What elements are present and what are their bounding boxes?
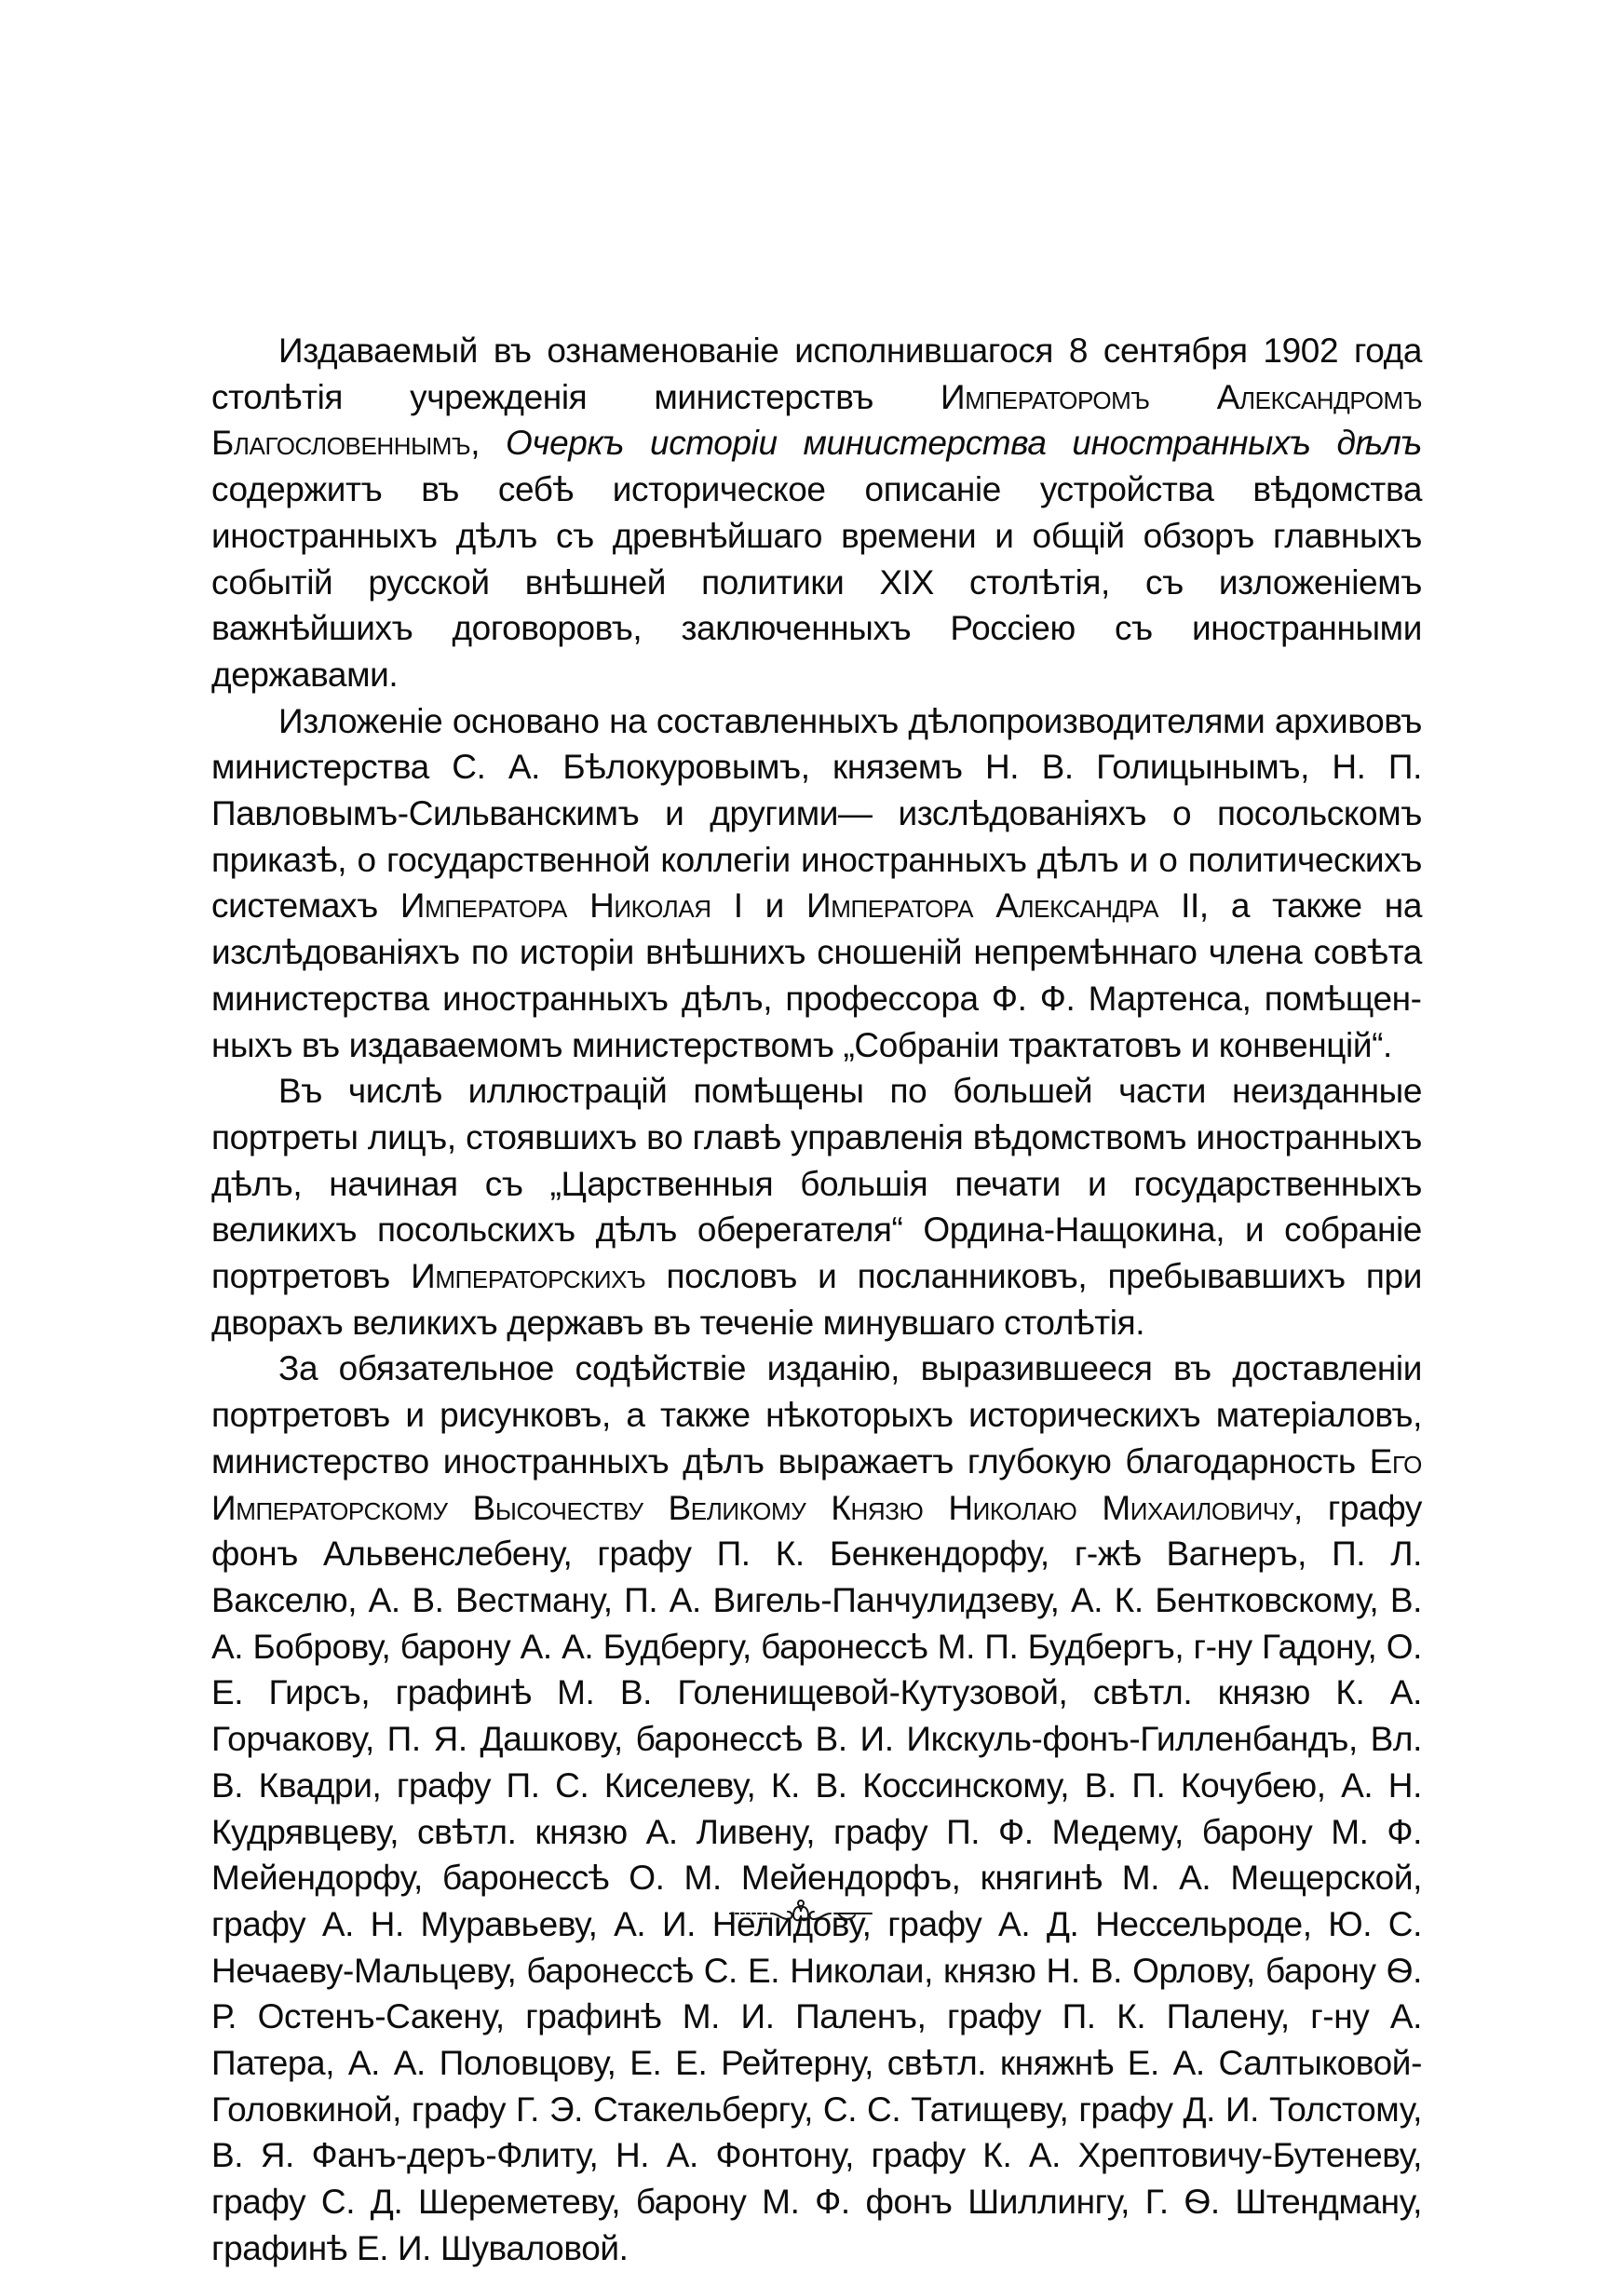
paragraph-1 bbox=[211, 328, 1422, 698]
paragraph-4 bbox=[211, 1346, 1422, 2271]
run: Его Императорскому Высочеству Великому Князю Николаю Михаиловичу bbox=[211, 1441, 1422, 1527]
run: I и bbox=[710, 886, 807, 926]
preface-text bbox=[211, 328, 1422, 2272]
run: , bbox=[470, 424, 506, 463]
run: пословъ и посланниковъ, пребывавшихъ при дворахъ великихъ державъ въ теченіе минувшаго столѣтія. bbox=[211, 1257, 1422, 1342]
run: Императорскихъ bbox=[411, 1257, 646, 1296]
paragraph-3 bbox=[211, 1068, 1422, 1346]
run: II, а также на изслѣдованіяхъ по исторіи внѣшнихъ сношеній непремѣннаго члена совѣта министерства иностранныхъ дѣлъ, профессора Ф. Ф. Мартенса, помѣщенныхъ въ издаваемомъ министерствомъ „Собраніи трактатовъ и конвенцій“. bbox=[211, 886, 1423, 1064]
run: За обязательное содѣйствіе изданію, выразившееся въ доставленіи портретовъ и рисунковъ, а также нѣкоторыхъ историческихъ матеріаловъ, министерство иностранныхъ дѣлъ выражаетъ глубокую благодарность bbox=[211, 1349, 1422, 1481]
run: Въ числѣ иллюстрацій помѣщены по большей части неизданные портреты лицъ, стоявшихъ во главѣ управленія вѣдомствомъ иностранныхъ дѣлъ, начиная съ „Царственныя большія печати и государственныхъ великихъ посольскихъ дѣлъ оберегателя“ Ордина-Нащокина, и собраніе портретовъ bbox=[211, 1072, 1422, 1296]
run: Императоромъ Александромъ Благословеннымъ bbox=[211, 377, 1422, 463]
run: Императора Николая bbox=[399, 886, 711, 926]
run: содержитъ въ себѣ историческое описаніе устройства вѣдомства иностранныхъ дѣлъ съ древнѣйшаго времени и общій обзоръ главныхъ событій русской внѣшней политики XIX столѣтія, съ изложеніемъ важнѣйшихъ договоровъ, заключенныхъ Россіею съ иностранными державами. bbox=[211, 470, 1422, 694]
run: Изложеніе основано на составленныхъ дѣлопроизводителями архивовъ министерства С. А. Бѣлокуровымъ, княземъ Н. В. Голицынымъ, Н. П. Павловымъ-Сильванскимъ и другими— изслѣдованіяхъ о посольскомъ приказѣ, о государственной коллегіи иностранныхъ дѣлъ и о политическихъ системахъ bbox=[211, 701, 1422, 926]
book-title: Очеркъ исторіи министерства иностранныхъ дѣлъ bbox=[506, 424, 1423, 463]
run: Издаваемый въ ознаменованіе исполнившагося 8 сентября 1902 года столѣтія учрежденія министерствъ bbox=[211, 331, 1422, 416]
run: Императора Александра bbox=[806, 886, 1159, 926]
run: , графу фонъ Альвенслебену, графу П. К. Бенкендорфу, г-жѣ Вагнеръ, П. Л. Вакселю, А. В. Вестману, П. А. Вигель-Панчулидзеву, А. К. Бентковскому, В. А. Боброву, барону А. А. Будбергу, баронессѣ М. П. Будбергъ, г-ну Гадону, О. Е. Гирсъ, графинѣ М. В. Голенищевой-Кутузовой, свѣтл. князю К. А. Горчакову, П. Я. Дашкову, баронессѣ В. И. Икскуль-фонъ-Гилленбандъ, Вл. В. Квадри, графу П. С. Киселеву, К. В. Коссинскому, В. П. Кочубею, А. Н. Кудрявцеву, свѣтл. князю А. Ливену, графу П. Ф. Медему, барону М. Ф. Мейендорфу, баронессѣ О. М. Мейендорфъ, княгинѣ М. А. Мещерской, графу А. Н. Муравьеву, А. И. Нелидову, графу А. Д. Нессельроде, Ю. С. Нечаеву-Мальцеву, баронессѣ С. Е. Николаи, князю Н. В. Орлову, барону Ѳ. Р. Остенъ-Сакену, графинѣ М. И. Паленъ, графу П. К. Палену, г-ну А. Патера, А. А. Половцову, Е. Е. Рейтерну, свѣтл. княжнѣ Е. А. Салтыковой-Головкиной, графу Г. Э. Стакельбергу, С. С. Татищеву, графу Д. И. Толстому, В. Я. Фанъ-деръ-Флиту, Н. А. Фонтону, графу К. А. Хрептовичу-Бутеневу, графу С. Д. Шереметеву, барону М. Ф. фонъ Шиллингу, Г. Ѳ. Штендману, графинѣ Е. И. Шуваловой. bbox=[211, 1488, 1422, 2267]
paragraph-2 bbox=[211, 698, 1422, 1069]
decorative-flourish-icon bbox=[726, 1895, 875, 1932]
